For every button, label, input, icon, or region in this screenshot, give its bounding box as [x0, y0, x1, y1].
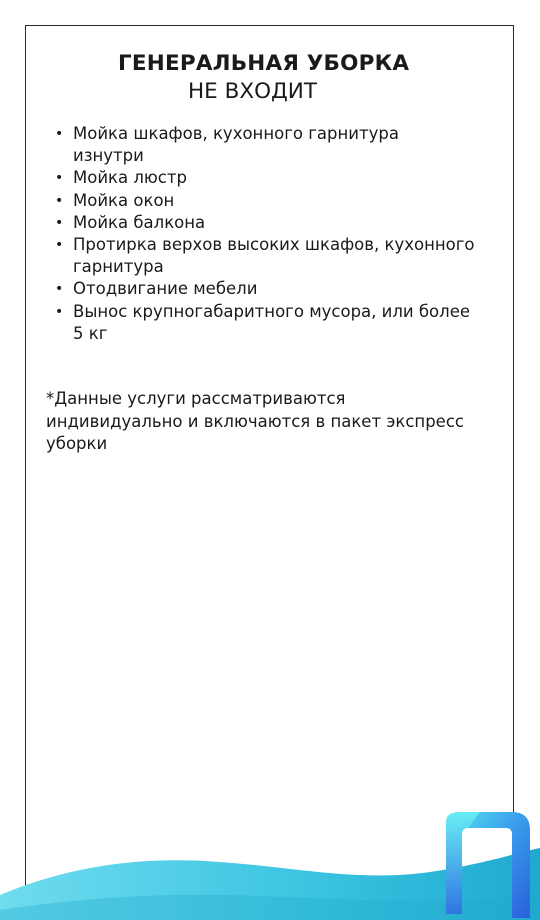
brand-logo-icon — [440, 810, 532, 920]
service-item-text: Вынос крупногабаритного мусора, или более 5 кг — [73, 301, 470, 343]
service-list-item — [55, 190, 475, 212]
service-item-text: Отодвигание мебели — [73, 279, 258, 299]
bullet-dot-icon: • — [55, 303, 64, 320]
service-item-text: Мойка люстр — [73, 168, 187, 188]
bullet-dot-icon: • — [55, 281, 64, 298]
bullet-dot-icon: • — [55, 170, 64, 187]
bullet-dot-icon: • — [55, 237, 64, 254]
service-item-text: Мойка шкафов, кухонного гарнитура изнутри — [73, 124, 399, 166]
service-item-text: Протирка верхов высоких шкафов, кухонного гарнитура — [73, 235, 475, 277]
service-list-item — [55, 278, 475, 300]
service-list-item — [55, 212, 475, 234]
service-item-text: Мойка балкона — [73, 212, 206, 232]
service-list-item — [55, 167, 475, 189]
excluded-services-list — [55, 123, 475, 345]
footnote: *Данные услуги рассматриваются индивидуально и включаются в пакет экспресс уборки — [46, 389, 464, 453]
service-list-item — [55, 123, 475, 167]
bullet-dot-icon: • — [55, 214, 64, 231]
service-list-item — [55, 234, 475, 278]
service-list-item — [55, 301, 475, 345]
service-item-text: Мойка окон — [73, 190, 175, 210]
header — [118, 50, 409, 106]
page-subtitle: НЕ ВХОДИТ — [188, 79, 317, 104]
bullet-dot-icon: • — [55, 126, 64, 142]
page-title: ГЕНЕРАЛЬНАЯ УБОРКА — [118, 51, 410, 76]
bullet-dot-icon: • — [55, 192, 64, 209]
